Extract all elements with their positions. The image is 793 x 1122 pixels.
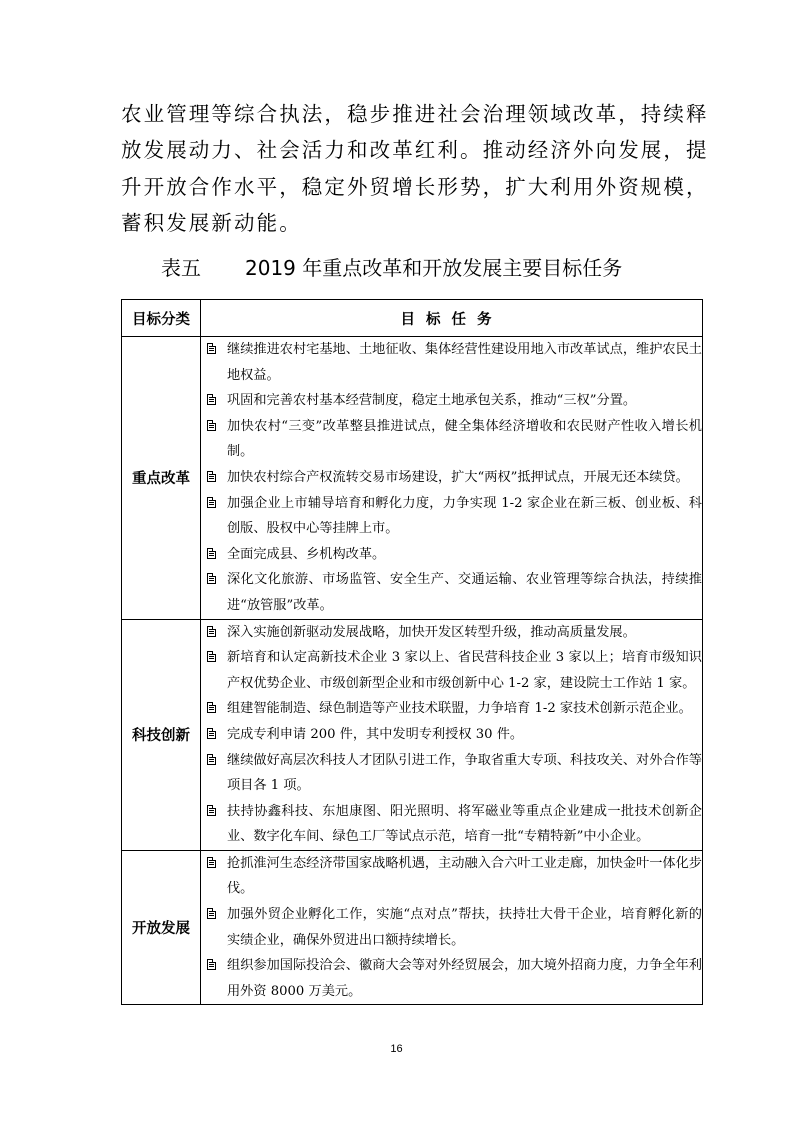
table-row	[122, 337, 703, 620]
document-icon	[207, 420, 216, 431]
category-cell: 开放发展	[122, 850, 201, 1005]
document-icon	[207, 626, 216, 637]
table-row	[122, 850, 703, 1005]
tasks-cell	[201, 850, 703, 1005]
category-cell: 科技创新	[122, 619, 201, 850]
table-caption-title: 2019 年重点改革和开放发展主要目标任务	[245, 256, 623, 280]
list-item	[201, 722, 702, 748]
intro-line: 农业管理等综合执法，稳步推进社会治理领域改革，持续释	[121, 102, 709, 126]
document-icon	[207, 497, 216, 508]
document-icon	[207, 702, 216, 713]
document-icon	[207, 651, 216, 662]
intro-line: 放发展动力、社会活力和改革红利。推动经济外向发展，提	[121, 138, 709, 163]
task-text: 继续做好高层次科技人才团队引进工作，争取省重大专项、科技攻关、对外合作等项目各 1 项。	[227, 752, 702, 794]
list-item	[201, 851, 702, 902]
table-caption-label: 表五	[161, 256, 201, 280]
tasks-cell	[201, 619, 703, 850]
task-text: 全面完成县、乡机构改革。	[227, 546, 386, 562]
document-icon	[207, 471, 216, 482]
document-icon	[207, 343, 216, 354]
list-item	[201, 414, 702, 465]
list-item	[201, 337, 702, 388]
list-item	[201, 567, 702, 618]
task-text: 组建智能制造、绿色制造等产业技术联盟，力争培育 1-2 家技术创新示范企业。	[227, 701, 692, 717]
document-icon	[207, 548, 216, 559]
category-cell: 重点改革	[122, 337, 201, 620]
document-icon	[207, 908, 216, 919]
task-text: 完成专利申请 200 件，其中发明专利授权 30 件。	[227, 726, 524, 742]
document-icon	[207, 857, 216, 868]
table-body	[122, 337, 703, 1005]
list-item	[201, 542, 702, 568]
task-text: 继续推进农村宅基地、土地征收、集体经营性建设用地入市改革试点，维护农民土地权益。	[227, 342, 702, 383]
intro-line: 升开放合作水平，稳定外贸增长形势，扩大利用外资规模，	[121, 174, 709, 199]
document-icon	[207, 573, 216, 584]
list-item	[201, 645, 702, 696]
task-text: 加快农村“三变”改革整县推进试点，健全集体经济增收和农民财产性收入增长机制。	[227, 418, 702, 460]
table-header-row	[122, 300, 703, 337]
document-icon	[207, 805, 216, 816]
intro-line: 蓄积发展新动能。	[121, 210, 302, 235]
list-item	[201, 902, 702, 953]
task-text: 深化文化旅游、市场监管、安全生产、交通运输、农业管理等综合执法，持续推进“放管服”改革。	[227, 572, 702, 613]
list-item	[201, 799, 702, 850]
page-number: 16	[390, 1043, 403, 1055]
task-text: 扶持协鑫科技、东旭康图、阳光照明、将军磁业等重点企业建成一批技术创新企业、数字化车间、绿色工厂等试点示范，培育一批“专精特新”中小企业。	[227, 803, 702, 845]
task-text: 组织参加国际投洽会、徽商大会等对外经贸展会，加大境外招商力度，力争全年利用外资 8000 万美元。	[227, 958, 702, 999]
document-icon	[207, 394, 216, 405]
table-caption	[121, 253, 686, 283]
task-text: 加快农村综合产权流转交易市场建设，扩大“两权”抵押试点，开展无还本续贷。	[227, 469, 689, 485]
targets-table	[121, 299, 703, 1005]
document-icon	[207, 959, 216, 970]
task-text: 深入实施创新驱动发展战略，加快开发区转型升级，推动高质量发展。	[227, 624, 636, 640]
task-text: 加强外贸企业孵化工作，实施“点对点”帮扶，扶持壮大骨干企业，培育孵化新的实绩企业，确保外贸进出口额持续增长。	[227, 907, 702, 948]
list-item	[201, 620, 702, 646]
intro-paragraph	[121, 96, 709, 241]
document-icon	[207, 754, 216, 765]
header-category: 目标分类	[122, 300, 201, 337]
task-text: 巩固和完善农村基本经营制度，稳定土地承包关系，推动“三权”分置。	[227, 393, 637, 409]
task-text: 加强企业上市辅导培育和孵化力度，力争实现 1-2 家企业在新三板、创业板、科创版、股权中心等挂牌上市。	[227, 495, 702, 537]
list-item	[201, 491, 702, 542]
task-text: 新培育和认定高新技术企业 3 家以上、省民营科技企业 3 家以上；培育市级知识产权优势企业、市级创新型企业和市级创新中心 1-2 家，建设院士工作站 1 家。	[227, 650, 702, 691]
list-item	[201, 388, 702, 414]
list-item	[201, 696, 702, 722]
task-text: 抢抓淮河生态经济带国家战略机遇，主动融入合六叶工业走廊，加快金叶一体化步伐。	[227, 855, 702, 897]
document-icon	[207, 728, 216, 739]
list-item	[201, 953, 702, 1004]
table-row	[122, 619, 703, 850]
header-tasks: 目标任务	[201, 300, 703, 337]
list-item	[201, 748, 702, 799]
tasks-cell	[201, 337, 703, 620]
list-item	[201, 465, 702, 491]
